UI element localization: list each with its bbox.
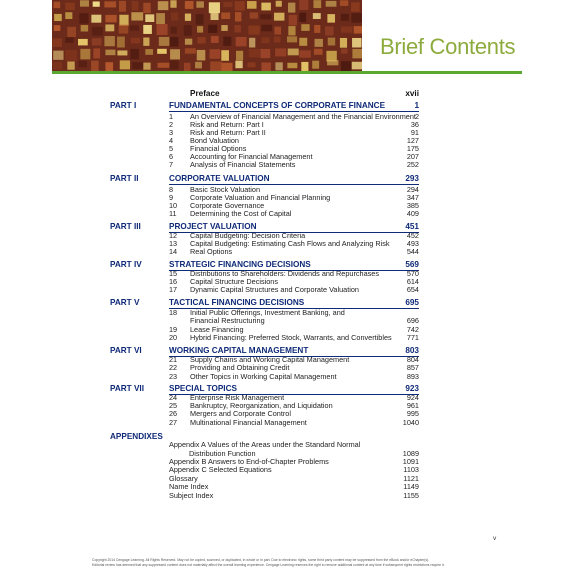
banner-tile bbox=[314, 25, 320, 33]
chapter-number: 3 bbox=[169, 128, 174, 137]
banner-tile bbox=[351, 2, 360, 11]
chapter-number: 24 bbox=[169, 393, 178, 402]
chapter-number: 20 bbox=[169, 333, 178, 342]
banner-tile bbox=[158, 1, 169, 10]
preface-label: Preface bbox=[190, 89, 220, 98]
chapter-page: 570 bbox=[406, 269, 419, 278]
banner-tile bbox=[117, 50, 127, 55]
chapter-number: 14 bbox=[169, 247, 178, 256]
banner-tile bbox=[104, 1, 116, 7]
banner-tile bbox=[145, 49, 153, 55]
banner-tile bbox=[65, 12, 72, 19]
banner-tile bbox=[132, 1, 139, 11]
chapter-title[interactable]: Financial Options bbox=[190, 144, 247, 153]
part-title[interactable]: TACTICAL FINANCING DECISIONS bbox=[169, 298, 305, 307]
banner-tile bbox=[351, 13, 362, 22]
part-page: 569 bbox=[405, 260, 419, 269]
banner-tile bbox=[53, 38, 62, 47]
banner-tile bbox=[274, 13, 284, 21]
banner-tile bbox=[156, 13, 165, 24]
chapter-title[interactable]: Multinational Financial Management bbox=[190, 418, 307, 427]
chapter-page: 175 bbox=[406, 144, 419, 153]
banner-tile bbox=[223, 37, 231, 46]
appendix-page: 1103 bbox=[403, 465, 419, 474]
banner-tile bbox=[313, 13, 321, 19]
part-title[interactable]: WORKING CAPITAL MANAGEMENT bbox=[169, 346, 309, 355]
chapter-title[interactable]: An Overview of Financial Management and the Financial Environment bbox=[190, 112, 416, 121]
name-index-entry[interactable]: Name Index bbox=[169, 482, 209, 491]
banner-tile bbox=[159, 37, 170, 46]
chapter-title[interactable]: Accounting for Financial Management bbox=[190, 152, 313, 161]
part-label: PART I bbox=[110, 101, 137, 110]
banner-tile bbox=[170, 49, 180, 59]
banner-tile bbox=[276, 1, 282, 7]
chapter-page: 409 bbox=[406, 209, 419, 218]
header-rule bbox=[52, 71, 522, 74]
page-title: Brief Contents bbox=[380, 34, 516, 59]
chapter-page: 252 bbox=[406, 160, 419, 169]
banner-tile bbox=[341, 26, 353, 32]
part-title[interactable]: SPECIAL TOPICS bbox=[169, 384, 237, 393]
chapter-number: 21 bbox=[169, 355, 178, 364]
part-label: PART III bbox=[110, 222, 141, 231]
chapter-page: 294 bbox=[406, 185, 419, 194]
banner-tile bbox=[169, 37, 178, 47]
chapter-page: 893 bbox=[406, 372, 419, 381]
banner-tile bbox=[131, 38, 141, 44]
chapter-page: 544 bbox=[406, 247, 419, 256]
chapter-title[interactable]: Mergers and Corporate Control bbox=[190, 409, 291, 418]
part-label: PART VI bbox=[110, 346, 142, 355]
appendix-page: 1089 bbox=[402, 449, 419, 458]
banner-tile bbox=[93, 48, 100, 58]
chapter-page: 36 bbox=[410, 120, 419, 129]
banner-tile bbox=[315, 39, 323, 47]
banner-tile bbox=[288, 26, 295, 35]
banner-tile bbox=[249, 38, 255, 48]
banner-tile bbox=[352, 62, 362, 70]
banner-tile bbox=[119, 15, 128, 26]
banner-tile bbox=[53, 51, 63, 60]
banner-tile bbox=[249, 49, 260, 57]
appendix-entry-continued[interactable]: Distribution Function bbox=[189, 449, 256, 458]
part-title[interactable]: CORPORATE VALUATION bbox=[169, 174, 270, 183]
chapter-title[interactable]: Capital Budgeting: Estimating Cash Flows and Analyzing Risk bbox=[190, 239, 390, 248]
banner-tile bbox=[275, 62, 282, 70]
appendix-entry[interactable]: Appendix B Answers to End-of-Chapter Problems bbox=[169, 457, 329, 466]
banner-tile bbox=[274, 36, 281, 42]
banner-tile bbox=[326, 1, 337, 7]
banner-tile bbox=[354, 26, 362, 33]
banner-tile bbox=[54, 14, 62, 21]
banner-tile bbox=[261, 3, 271, 11]
part-label: PART IV bbox=[110, 260, 142, 269]
banner-tile bbox=[80, 49, 90, 60]
banner-tile bbox=[157, 49, 167, 54]
banner-tile bbox=[341, 14, 349, 21]
chapter-page: 452 bbox=[406, 231, 419, 240]
banner-tile bbox=[288, 3, 295, 13]
chapter-page: 771 bbox=[406, 333, 419, 342]
copyright-notice: Copyright 2014 Cengage Learning. All Rights Reserved. May not be copied, scanned, or duplicated, in whole or in part. Due to electronic rights, some third party content may be suppressed from the eBook and/or eChapter(s). bbox=[92, 558, 430, 562]
chapter-page: 857 bbox=[406, 363, 419, 372]
banner-graphic bbox=[52, 0, 362, 72]
banner-tile bbox=[221, 12, 230, 19]
banner-tile bbox=[143, 25, 152, 34]
banner-tile bbox=[352, 49, 362, 59]
chapter-title[interactable]: Risk and Return: Part II bbox=[190, 128, 266, 137]
banner-tile bbox=[53, 2, 60, 8]
part-title[interactable]: FUNDAMENTAL CONCEPTS OF CORPORATE FINANCE bbox=[169, 101, 386, 110]
chapter-number: 16 bbox=[169, 277, 178, 286]
chapter-number: 5 bbox=[169, 144, 174, 153]
banner-tile bbox=[289, 15, 297, 26]
chapter-title[interactable]: Real Options bbox=[190, 247, 233, 256]
banner-tile bbox=[185, 14, 191, 21]
banner-tile bbox=[143, 3, 150, 13]
banner-tile bbox=[299, 38, 307, 46]
banner-tile bbox=[197, 26, 203, 32]
chapter-number: 22 bbox=[169, 363, 178, 372]
chapter-page: 1040 bbox=[402, 418, 419, 427]
preface-page: xvii bbox=[405, 89, 419, 98]
chapter-page: 742 bbox=[406, 325, 419, 334]
chapter-page: 924 bbox=[406, 393, 419, 402]
banner-tile bbox=[341, 61, 351, 71]
banner-tile bbox=[79, 61, 87, 68]
banner-tile bbox=[130, 49, 139, 59]
chapter-title[interactable]: Enterprise Risk Management bbox=[190, 393, 285, 402]
copyright-notice: Editorial review has deemed that any suppressed content does not materially affect the overall learning experience. Cengage Learning reserves the right to remove additional content at any time if subsequent rights restrictions require it. bbox=[92, 563, 445, 567]
banner-tile bbox=[299, 0, 308, 10]
chapter-number: 9 bbox=[169, 193, 174, 202]
banner-tile bbox=[325, 26, 334, 35]
chapter-title[interactable]: Lease Financing bbox=[190, 325, 244, 334]
chapter-title[interactable]: Corporate Governance bbox=[190, 201, 265, 210]
banner-tile bbox=[236, 51, 243, 61]
chapter-title[interactable]: Analysis of Financial Statements bbox=[190, 160, 296, 169]
banner-tile bbox=[196, 1, 204, 7]
banner-tile bbox=[171, 13, 178, 21]
banner-tile bbox=[326, 51, 336, 62]
banner-tile bbox=[143, 63, 150, 70]
banner-tile bbox=[209, 2, 220, 13]
part-page: 451 bbox=[405, 222, 419, 231]
banner-tile bbox=[261, 25, 272, 32]
banner-tile bbox=[157, 24, 168, 35]
banner-tile bbox=[287, 36, 297, 42]
chapter-number: 18 bbox=[169, 308, 178, 317]
banner-tile bbox=[287, 63, 297, 68]
chapter-page: 127 bbox=[406, 136, 419, 145]
banner-tile bbox=[170, 60, 179, 69]
banner-tile bbox=[221, 25, 227, 31]
banner-tile bbox=[223, 2, 232, 7]
banner-tile bbox=[274, 27, 281, 35]
banner-tile bbox=[236, 37, 247, 47]
banner-tile bbox=[93, 1, 100, 6]
banner-tile bbox=[185, 39, 192, 45]
banner-tile bbox=[340, 38, 347, 48]
banner-tile bbox=[260, 14, 271, 19]
subject-index-entry[interactable]: Subject Index bbox=[169, 491, 214, 500]
banner-tile bbox=[184, 25, 192, 36]
chapter-number: 27 bbox=[169, 418, 178, 427]
banner-tile bbox=[196, 14, 204, 24]
banner-tile bbox=[247, 62, 255, 67]
part-label: PART V bbox=[110, 298, 140, 307]
chapter-title[interactable]: Other Topics in Working Capital Management bbox=[190, 372, 337, 381]
chapter-page: 804 bbox=[406, 355, 419, 364]
chapter-number: 26 bbox=[169, 409, 178, 418]
chapter-number: 2 bbox=[169, 120, 174, 129]
banner-tile bbox=[197, 50, 206, 61]
banner-tile bbox=[65, 3, 75, 10]
banner-tile bbox=[80, 0, 89, 6]
banner-tile bbox=[170, 0, 176, 7]
part-page: 923 bbox=[405, 384, 419, 393]
banner-tile bbox=[327, 60, 338, 65]
banner-tile bbox=[92, 27, 103, 36]
banner-tile bbox=[105, 24, 114, 31]
chapter-title[interactable]: Hybrid Financing: Preferred Stock, Warrants, and Convertibles bbox=[190, 333, 392, 342]
chapter-number: 7 bbox=[169, 160, 174, 169]
chapter-number: 1 bbox=[169, 112, 174, 121]
part-page: 1 bbox=[414, 101, 419, 110]
chapter-title[interactable]: Determining the Cost of Capital bbox=[190, 209, 292, 218]
banner-tile bbox=[131, 12, 143, 20]
banner-tile bbox=[299, 50, 311, 57]
banner-tile bbox=[197, 37, 205, 43]
chapter-number: 8 bbox=[169, 185, 174, 194]
banner-tile bbox=[158, 63, 170, 68]
banner-tile bbox=[104, 36, 114, 46]
banner-tile bbox=[143, 37, 149, 45]
banner-tile bbox=[145, 14, 154, 22]
banner-tile bbox=[234, 25, 241, 32]
banner-tile bbox=[130, 25, 139, 30]
chapter-page: 614 bbox=[406, 277, 419, 286]
chapter-title[interactable]: Initial Public Offerings, Investment Banking, and bbox=[190, 308, 345, 317]
appendix-page: 1155 bbox=[403, 491, 419, 500]
appendix-page: 1149 bbox=[403, 482, 419, 491]
banner-tile bbox=[247, 1, 257, 9]
chapter-title[interactable]: Dynamic Capital Structures and Corporate Valuation bbox=[190, 285, 359, 294]
banner-tile bbox=[275, 48, 286, 56]
banner-tile bbox=[211, 36, 219, 43]
chapter-page: 696 bbox=[406, 316, 419, 325]
banner-tile bbox=[117, 37, 125, 48]
banner-tile bbox=[312, 61, 319, 69]
banner-tile bbox=[92, 38, 102, 45]
chapter-number: 11 bbox=[169, 209, 177, 218]
chapter-number: 23 bbox=[169, 372, 178, 381]
chapter-page: 2 bbox=[414, 112, 419, 121]
banner-tile bbox=[54, 25, 61, 31]
banner-tile bbox=[195, 62, 202, 69]
banner-tile bbox=[53, 62, 62, 70]
banner-tile bbox=[327, 14, 335, 23]
banner-tile bbox=[288, 49, 299, 56]
banner-tile bbox=[185, 48, 196, 53]
banner-tile bbox=[313, 0, 321, 8]
banner-tile bbox=[132, 62, 143, 69]
chapter-number: 12 bbox=[169, 231, 178, 240]
chapter-page: 961 bbox=[406, 401, 419, 410]
banner-tile bbox=[299, 13, 306, 22]
banner-tile bbox=[260, 49, 270, 58]
banner-tile bbox=[67, 27, 76, 37]
banner-tile bbox=[235, 12, 241, 21]
appendix-entry[interactable]: Appendix A Values of the Areas under the Standard Normal bbox=[169, 440, 361, 449]
chapter-title[interactable]: Bond Valuation bbox=[190, 136, 239, 145]
appendix-page: 1121 bbox=[403, 474, 419, 483]
chapter-page: 654 bbox=[406, 285, 419, 294]
chapter-number: 15 bbox=[169, 269, 178, 278]
page-number: v bbox=[493, 535, 497, 542]
banner-tile bbox=[81, 25, 88, 31]
banner-tile bbox=[208, 25, 217, 33]
chapter-title-continued[interactable]: Financial Restructuring bbox=[190, 316, 265, 325]
part-page: 695 bbox=[405, 298, 419, 307]
banner-tile bbox=[341, 49, 348, 54]
banner-tile bbox=[328, 38, 335, 46]
chapter-number: 17 bbox=[169, 285, 178, 294]
chapter-page: 91 bbox=[410, 128, 419, 137]
banner-tile bbox=[65, 37, 73, 43]
chapter-page: 995 bbox=[406, 409, 419, 418]
banner-tile bbox=[91, 61, 99, 72]
chapter-page: 385 bbox=[406, 201, 419, 210]
banner-tile bbox=[248, 26, 259, 35]
chapter-title[interactable]: Risk and Return: Part I bbox=[190, 120, 264, 129]
part-title[interactable]: PROJECT VALUATION bbox=[169, 222, 257, 231]
banner-tile bbox=[119, 25, 129, 34]
banner-tile bbox=[235, 61, 242, 69]
banner-tile bbox=[210, 13, 218, 21]
part-label: PART VII bbox=[110, 384, 144, 393]
banner-tile bbox=[91, 15, 101, 23]
chapter-number: 10 bbox=[169, 201, 178, 210]
banner-tile bbox=[250, 12, 258, 18]
banner-tile bbox=[78, 39, 88, 45]
banner-tile bbox=[119, 1, 126, 12]
banner-tile bbox=[352, 38, 361, 48]
header-banner-image bbox=[52, 0, 362, 72]
chapter-title[interactable]: Supply Chains and Working Capital Management bbox=[190, 355, 350, 364]
banner-tile bbox=[65, 50, 77, 61]
appendixes-label: APPENDIXES bbox=[110, 432, 163, 441]
appendix-entry[interactable]: Appendix C Selected Equations bbox=[169, 465, 272, 474]
banner-tile bbox=[314, 49, 323, 55]
chapter-title[interactable]: Capital Budgeting: Decision Criteria bbox=[190, 231, 306, 240]
banner-tile bbox=[105, 15, 116, 22]
part-label: PART II bbox=[110, 174, 139, 183]
appendix-page: 1091 bbox=[402, 457, 419, 466]
chapter-title[interactable]: Providing and Obtaining Credit bbox=[190, 363, 290, 372]
banner-tile bbox=[105, 50, 115, 56]
chapter-number: 25 bbox=[169, 401, 178, 410]
banner-tile bbox=[235, 1, 245, 10]
banner-tile bbox=[221, 50, 229, 61]
chapter-title[interactable]: Bankruptcy, Reorganization, and Liquidation bbox=[190, 401, 333, 410]
chapter-page: 207 bbox=[406, 152, 419, 161]
chapter-page: 493 bbox=[406, 239, 419, 248]
chapter-page: 347 bbox=[406, 193, 419, 202]
chapter-number: 6 bbox=[169, 152, 174, 161]
banner-tile bbox=[67, 61, 74, 69]
chapter-number: 13 bbox=[169, 239, 178, 248]
banner-tile bbox=[340, 0, 348, 6]
glossary-entry[interactable]: Glossary bbox=[169, 474, 198, 483]
banner-tile bbox=[171, 27, 177, 34]
banner-tile bbox=[120, 60, 130, 69]
chapter-title[interactable]: Capital Structure Decisions bbox=[190, 277, 279, 286]
part-title[interactable]: STRATEGIC FINANCING DECISIONS bbox=[169, 260, 311, 269]
part-page: 293 bbox=[405, 174, 419, 183]
banner-tile bbox=[79, 13, 88, 23]
chapter-title[interactable]: Corporate Valuation and Financial Planning bbox=[190, 193, 331, 202]
chapter-number: 19 bbox=[169, 325, 178, 334]
chapter-number: 4 bbox=[169, 136, 174, 145]
banner-tile bbox=[261, 37, 269, 43]
chapter-title[interactable]: Basic Stock Valuation bbox=[190, 185, 261, 194]
banner-tile bbox=[185, 1, 194, 9]
banner-tile bbox=[210, 49, 221, 59]
chapter-title[interactable]: Distributions to Shareholders: Dividends and Repurchases bbox=[190, 269, 380, 278]
banner-tile bbox=[301, 24, 309, 31]
part-page: 803 bbox=[405, 346, 419, 355]
